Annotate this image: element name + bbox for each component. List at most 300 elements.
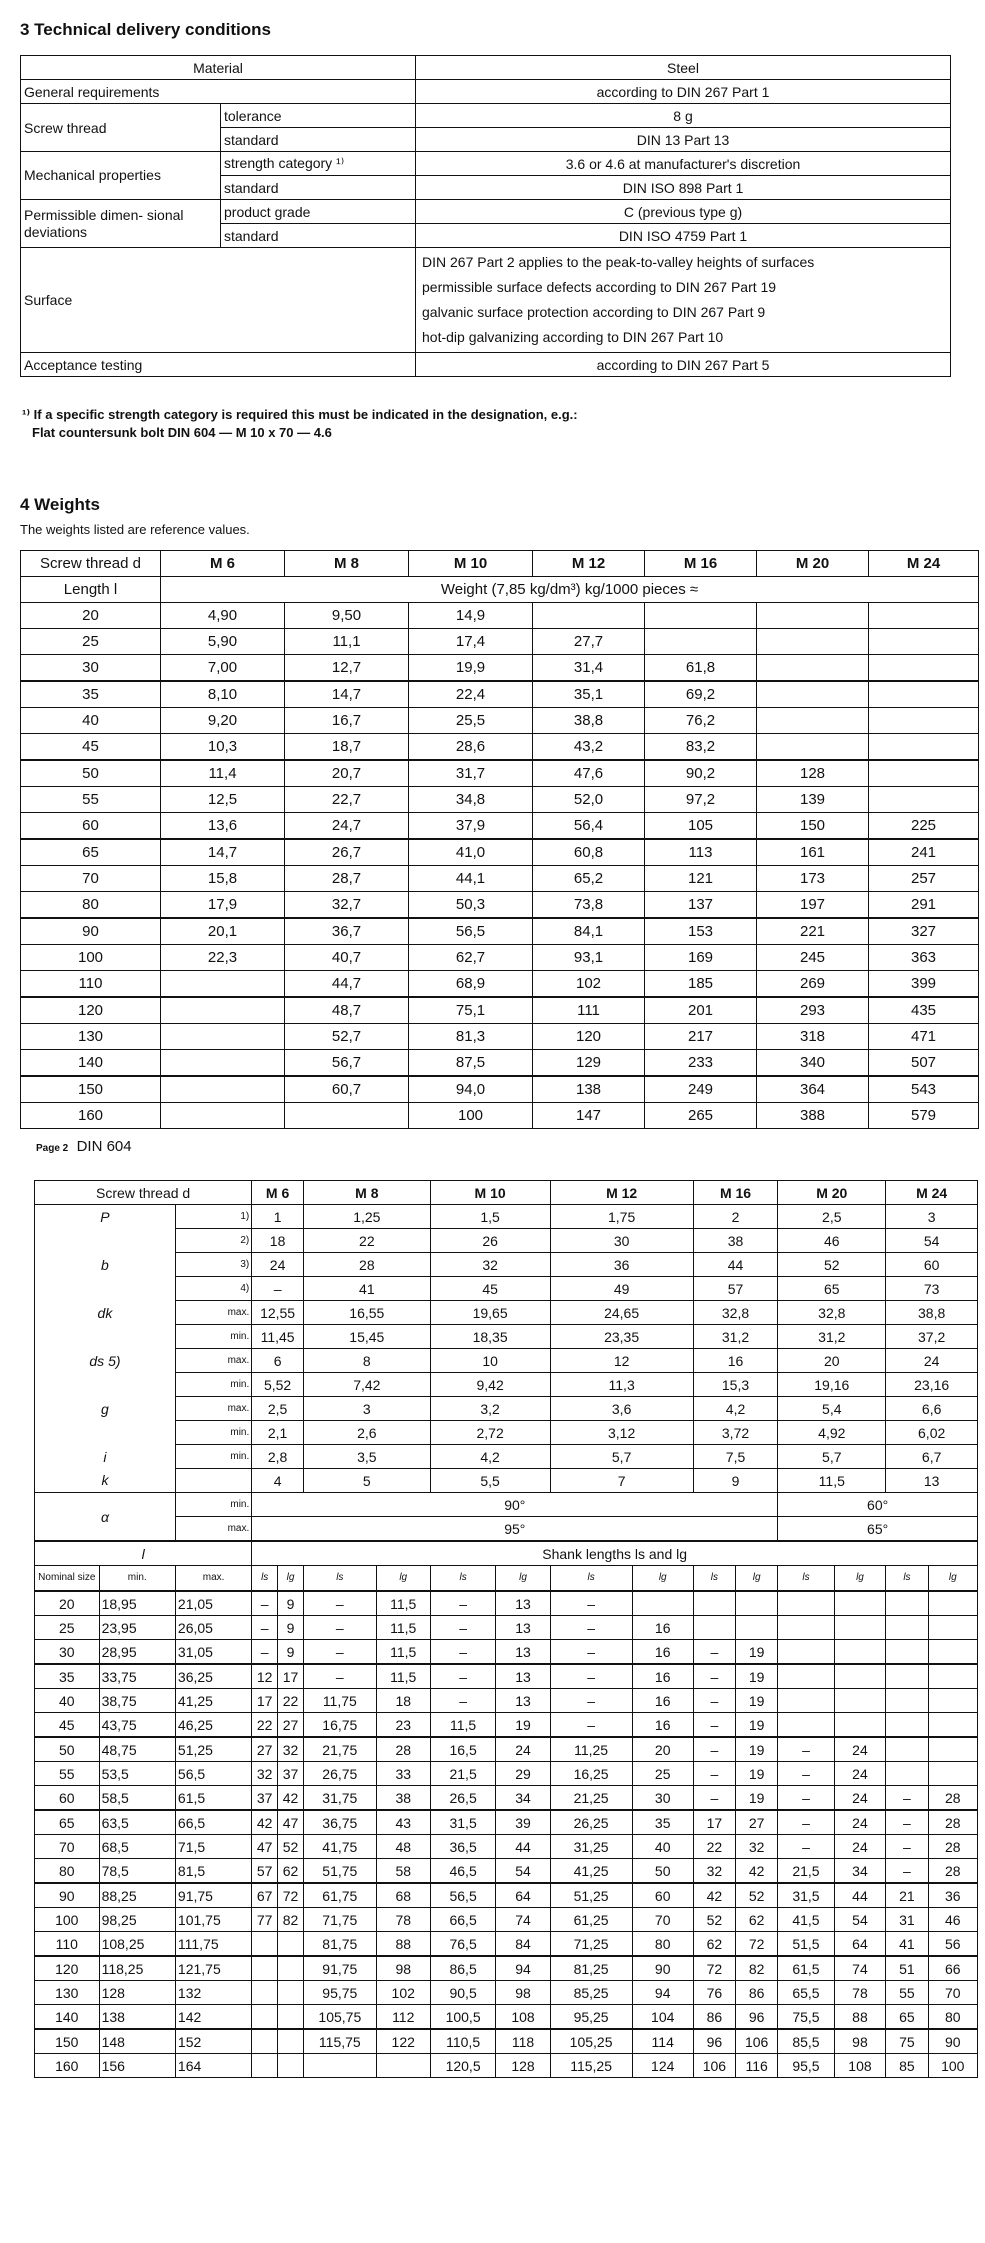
weight-cell: 9,50 — [285, 603, 409, 629]
dim-value: 11,5 — [778, 1469, 886, 1493]
weight-cell: 8,10 — [161, 681, 285, 708]
table-row — [21, 104, 951, 128]
weight-cell: 363 — [869, 945, 979, 971]
weight-cell: 14,7 — [285, 681, 409, 708]
shank-cell: 98,25 — [99, 1908, 175, 1932]
shank-cell: 22 — [278, 1689, 304, 1713]
weight-cell: 20,7 — [285, 760, 409, 787]
shank-cell: 19 — [736, 1713, 778, 1738]
shank-cell: – — [550, 1640, 632, 1665]
table-row — [21, 945, 979, 971]
weight-cell: 52,0 — [533, 787, 645, 813]
weight-cell: 69,2 — [645, 681, 757, 708]
weight-cell: 579 — [869, 1103, 979, 1129]
shank-cell: 46,5 — [430, 1859, 496, 1884]
weight-cell: 265 — [645, 1103, 757, 1129]
nominal-size-cell: 35 — [35, 1664, 100, 1689]
nominal-size-cell: 150 — [35, 2029, 100, 2054]
shank-cell: 81,5 — [175, 1859, 251, 1884]
shank-cell: 66,5 — [430, 1908, 496, 1932]
shank-cell: – — [303, 1616, 376, 1640]
shank-cell: – — [550, 1689, 632, 1713]
table-row — [21, 629, 979, 655]
shank-cell: 54 — [834, 1908, 886, 1932]
weight-cell: 84,1 — [533, 918, 645, 945]
dim-value: 6,7 — [886, 1445, 978, 1469]
dim-value: 5,5 — [430, 1469, 550, 1493]
shank-cell: 19 — [736, 1689, 778, 1713]
weight-cell: 36,7 — [285, 918, 409, 945]
weight-cell: 327 — [869, 918, 979, 945]
ls-header: ls — [693, 1566, 735, 1592]
shank-cell: 124 — [632, 2054, 693, 2078]
shank-cell: 52 — [693, 1908, 735, 1932]
qualifier-cell: min. — [175, 1325, 251, 1349]
table-row — [35, 1517, 978, 1542]
shank-cell — [693, 1616, 735, 1640]
weights-table — [20, 550, 979, 1129]
dim-value: 49 — [550, 1277, 693, 1301]
surface-line: permissible surface defects according to DIN 267 Part 19 — [422, 279, 777, 295]
length-cell: 90 — [21, 918, 161, 945]
length-cell: 20 — [21, 603, 161, 629]
nominal-size-cell: 160 — [35, 2054, 100, 2078]
table-row — [21, 839, 979, 866]
shank-cell: 24 — [834, 1737, 886, 1762]
shank-cell: 47 — [252, 1835, 278, 1859]
dim-value: 4,2 — [430, 1445, 550, 1469]
shank-cell: 24 — [834, 1835, 886, 1859]
length-cell: 40 — [21, 708, 161, 734]
shank-cell: 118,25 — [99, 1956, 175, 1981]
weight-cell: 90,2 — [645, 760, 757, 787]
nominal-size-cell: 45 — [35, 1713, 100, 1738]
shank-cell — [278, 2005, 304, 2030]
weight-cell: 138 — [533, 1076, 645, 1103]
lg-header: lg — [632, 1566, 693, 1592]
shank-cell: 16,5 — [430, 1737, 496, 1762]
weight-cell: 105 — [645, 813, 757, 840]
table-row — [35, 1493, 978, 1517]
shank-cell — [834, 1640, 886, 1665]
shank-cell: 51,25 — [175, 1737, 251, 1762]
shank-cell: – — [778, 1762, 834, 1786]
shank-cell: 111,75 — [175, 1932, 251, 1957]
dim-value: 37,2 — [886, 1325, 978, 1349]
length-cell: 65 — [21, 839, 161, 866]
shank-cell: 57 — [252, 1859, 278, 1884]
dim-value: 11,45 — [252, 1325, 304, 1349]
length-cell: 25 — [21, 629, 161, 655]
dim-value: 65 — [778, 1277, 886, 1301]
standard-label: standard — [221, 128, 416, 152]
shank-cell: 58,5 — [99, 1786, 175, 1811]
weight-cell: 293 — [757, 997, 869, 1024]
shank-cell — [252, 2029, 278, 2054]
weight-cell: 93,1 — [533, 945, 645, 971]
shank-cell: – — [252, 1616, 278, 1640]
shank-cell: 46,25 — [175, 1713, 251, 1738]
weight-cell: 68,9 — [409, 971, 533, 998]
weight-cell — [645, 629, 757, 655]
length-cell: 130 — [21, 1024, 161, 1050]
ls-header: ls — [778, 1566, 834, 1592]
dim-value: 44 — [693, 1253, 778, 1277]
length-cell: 120 — [21, 997, 161, 1024]
weight-cell: 14,7 — [161, 839, 285, 866]
max-header: max. — [175, 1566, 251, 1592]
weight-cell — [869, 655, 979, 682]
nominal-size-cell: 40 — [35, 1689, 100, 1713]
weight-cell: 12,5 — [161, 787, 285, 813]
shank-cell: 78 — [834, 1981, 886, 2005]
weight-cell — [757, 681, 869, 708]
shank-cell: 47 — [278, 1810, 304, 1835]
shank-cell: 98 — [496, 1981, 550, 2005]
symbol-cell: k — [35, 1469, 176, 1493]
weight-cell — [869, 734, 979, 761]
weight-cell: 32,7 — [285, 892, 409, 919]
dim-value: 5,4 — [778, 1397, 886, 1421]
shank-cell: 122 — [376, 2029, 430, 2054]
dim-value: 22 — [303, 1229, 430, 1253]
weight-cell: 38,8 — [533, 708, 645, 734]
shank-cell: 31 — [886, 1908, 928, 1932]
dim-value: 18 — [252, 1229, 304, 1253]
dim-value: 32 — [430, 1253, 550, 1277]
weight-cell: 9,20 — [161, 708, 285, 734]
shank-cell: 112 — [376, 2005, 430, 2030]
dim-value: 16,55 — [303, 1301, 430, 1325]
shank-cell: 115,75 — [303, 2029, 376, 2054]
shank-cell: 132 — [175, 1981, 251, 2005]
weight-cell: 97,2 — [645, 787, 757, 813]
table-row — [35, 1591, 978, 1616]
shank-cell: 32 — [252, 1762, 278, 1786]
length-cell: 60 — [21, 813, 161, 840]
weight-cell: 61,8 — [645, 655, 757, 682]
weight-cell: 4,90 — [161, 603, 285, 629]
dim-value: 5,7 — [778, 1445, 886, 1469]
table-row — [35, 1908, 978, 1932]
shank-cell: 62 — [736, 1908, 778, 1932]
shank-cell: 95,75 — [303, 1981, 376, 2005]
weight-cell: 65,2 — [533, 866, 645, 892]
table-row — [21, 1050, 979, 1077]
dim-value: 3,6 — [550, 1397, 693, 1421]
qualifier-cell: max. — [175, 1301, 251, 1325]
symbol-cell — [35, 1229, 176, 1253]
table-row — [35, 1397, 978, 1421]
shank-cell: 16 — [632, 1713, 693, 1738]
dim-value: 6,02 — [886, 1421, 978, 1445]
qualifier-cell: 1) — [175, 1205, 251, 1229]
shank-cell: 110,5 — [430, 2029, 496, 2054]
alpha-symbol: α — [35, 1493, 176, 1542]
dim-value: 2,8 — [252, 1445, 304, 1469]
shank-cell — [928, 1713, 977, 1738]
table-row — [35, 1883, 978, 1908]
table-row — [35, 1373, 978, 1397]
shank-cell: 16 — [632, 1640, 693, 1665]
shank-cell: 88 — [834, 2005, 886, 2030]
shank-cell: 36 — [928, 1883, 977, 1908]
shank-cell — [778, 1591, 834, 1616]
weight-cell — [757, 603, 869, 629]
weight-cell — [161, 971, 285, 998]
dim-value: 38,8 — [886, 1301, 978, 1325]
table-row — [35, 1713, 978, 1738]
shank-cell: 121,75 — [175, 1956, 251, 1981]
weight-cell: 147 — [533, 1103, 645, 1129]
shank-cell: 11,5 — [376, 1664, 430, 1689]
nominal-size-cell: 140 — [35, 2005, 100, 2030]
shank-cell — [928, 1591, 977, 1616]
table-row — [35, 1229, 978, 1253]
weight-cell: 11,4 — [161, 760, 285, 787]
steel-header: Steel — [416, 56, 951, 80]
shank-cell: 13 — [496, 1664, 550, 1689]
page-number: Page 2 — [36, 1143, 69, 1154]
weight-cell: 11,1 — [285, 629, 409, 655]
weight-cell — [757, 655, 869, 682]
shank-cell — [834, 1591, 886, 1616]
shank-cell: 60 — [632, 1883, 693, 1908]
ls-header: ls — [303, 1566, 376, 1592]
table-row — [35, 1301, 978, 1325]
symbol-cell: ds 5) — [35, 1349, 176, 1373]
standard-value: DIN 13 Part 13 — [416, 128, 951, 152]
table-row — [21, 734, 979, 761]
accept-label: Acceptance testing — [21, 353, 416, 377]
thread-header: Screw thread d — [21, 551, 161, 577]
shank-title: Shank lengths ls and lg — [252, 1541, 978, 1566]
weight-cell: 52,7 — [285, 1024, 409, 1050]
weight-cell: 399 — [869, 971, 979, 998]
shank-cell: 51,5 — [778, 1932, 834, 1957]
weight-cell: 62,7 — [409, 945, 533, 971]
shank-cell: 96 — [736, 2005, 778, 2030]
shank-cell — [886, 1689, 928, 1713]
shank-cell: 65,5 — [778, 1981, 834, 2005]
dim-value: 46 — [778, 1229, 886, 1253]
shank-cell: 63,5 — [99, 1810, 175, 1835]
weight-cell — [161, 1024, 285, 1050]
weights-intro: The weights listed are reference values. — [20, 522, 250, 537]
table-row — [35, 2029, 978, 2054]
shank-cell — [778, 1640, 834, 1665]
weight-cell: 22,4 — [409, 681, 533, 708]
shank-cell: 106 — [736, 2029, 778, 2054]
length-cell: 30 — [21, 655, 161, 682]
shank-cell — [252, 1956, 278, 1981]
shank-cell: 25 — [632, 1762, 693, 1786]
shank-cell: 41 — [886, 1932, 928, 1957]
general-label: General requirements — [21, 80, 416, 104]
weight-cell: 43,2 — [533, 734, 645, 761]
lg-header: lg — [496, 1566, 550, 1592]
shank-cell: 9 — [278, 1591, 304, 1616]
weight-cell: 435 — [869, 997, 979, 1024]
dimensions-table — [34, 1180, 978, 2078]
nominal-size-cell: 30 — [35, 1640, 100, 1665]
dim-value: 1 — [252, 1205, 304, 1229]
dim-value: 32,8 — [693, 1301, 778, 1325]
dim-value: 7,5 — [693, 1445, 778, 1469]
dim-value: 32,8 — [778, 1301, 886, 1325]
accept-value: according to DIN 267 Part 5 — [416, 353, 951, 377]
shank-cell: 43 — [376, 1810, 430, 1835]
dim-value: – — [252, 1277, 304, 1301]
weight-cell: 471 — [869, 1024, 979, 1050]
shank-cell: 11,75 — [303, 1689, 376, 1713]
table-row — [35, 1956, 978, 1981]
weight-cell — [645, 603, 757, 629]
length-cell: 45 — [21, 734, 161, 761]
shank-cell: – — [693, 1640, 735, 1665]
table-row — [35, 1737, 978, 1762]
shank-cell: 72 — [736, 1932, 778, 1957]
shank-cell — [778, 1616, 834, 1640]
shank-cell: 128 — [99, 1981, 175, 2005]
shank-cell: 85,25 — [550, 1981, 632, 2005]
shank-cell: 48,75 — [99, 1737, 175, 1762]
dim-value: 20 — [778, 1349, 886, 1373]
shank-cell: 75,5 — [778, 2005, 834, 2030]
length-cell: 150 — [21, 1076, 161, 1103]
material-header: Material — [21, 56, 416, 80]
shank-cell — [834, 1689, 886, 1713]
weight-cell: 12,7 — [285, 655, 409, 682]
weight-cell: 249 — [645, 1076, 757, 1103]
weight-cell: 543 — [869, 1076, 979, 1103]
shank-cell: 9 — [278, 1616, 304, 1640]
dim-value: 4 — [252, 1469, 304, 1493]
qualifier-cell — [175, 1469, 251, 1493]
table-row — [35, 1810, 978, 1835]
shank-cell: 77 — [252, 1908, 278, 1932]
shank-cell: 41,5 — [778, 1908, 834, 1932]
shank-cell — [278, 1932, 304, 1957]
weight-cell: 128 — [757, 760, 869, 787]
shank-cell — [886, 1762, 928, 1786]
shank-cell: 41,25 — [550, 1859, 632, 1884]
weight-cell: 73,8 — [533, 892, 645, 919]
strength-label: strength category ¹⁾ — [221, 152, 416, 176]
min-header: min. — [99, 1566, 175, 1592]
lg-header: lg — [278, 1566, 304, 1592]
table-row — [35, 1325, 978, 1349]
surface-line: hot-dip galvanizing according to DIN 267 Part 10 — [422, 329, 724, 345]
dim-value: 54 — [886, 1229, 978, 1253]
shank-cell: 41,25 — [175, 1689, 251, 1713]
shank-cell: 38,75 — [99, 1689, 175, 1713]
dim-value: 38 — [693, 1229, 778, 1253]
table-row — [21, 708, 979, 734]
shank-cell — [886, 1664, 928, 1689]
table-row — [35, 1859, 978, 1884]
shank-cell: 74 — [834, 1956, 886, 1981]
shank-cell: 68 — [376, 1883, 430, 1908]
dim-value: 13 — [886, 1469, 978, 1493]
weight-cell: 291 — [869, 892, 979, 919]
shank-cell: 100 — [928, 2054, 977, 2078]
shank-cell: 19 — [736, 1786, 778, 1811]
dim-value: 11,3 — [550, 1373, 693, 1397]
shank-cell: 19 — [736, 1737, 778, 1762]
shank-cell: – — [430, 1591, 496, 1616]
weight-cell: 129 — [533, 1050, 645, 1077]
shank-cell: 17 — [278, 1664, 304, 1689]
shank-cell: – — [550, 1616, 632, 1640]
shank-cell: 98 — [834, 2029, 886, 2054]
dim-value: 6,6 — [886, 1397, 978, 1421]
size-header: M 6 — [252, 1181, 304, 1205]
weight-cell: 113 — [645, 839, 757, 866]
table-row — [35, 2005, 978, 2030]
shank-cell: 64 — [834, 1932, 886, 1957]
shank-cell: 24 — [834, 1810, 886, 1835]
weight-cell — [161, 1076, 285, 1103]
shank-cell — [778, 1713, 834, 1738]
shank-cell: 19 — [736, 1640, 778, 1665]
shank-cell: 55 — [886, 1981, 928, 2005]
shank-cell — [736, 1591, 778, 1616]
shank-cell: 37 — [252, 1786, 278, 1811]
weight-cell: 217 — [645, 1024, 757, 1050]
weight-cell: 269 — [757, 971, 869, 998]
weight-cell: 50,3 — [409, 892, 533, 919]
shank-cell — [928, 1762, 977, 1786]
shank-cell: 36,75 — [303, 1810, 376, 1835]
shank-cell — [886, 1737, 928, 1762]
shank-cell: 21,75 — [303, 1737, 376, 1762]
dim-value: 2,5 — [252, 1397, 304, 1421]
table-row — [21, 997, 979, 1024]
dim-value: 5 — [303, 1469, 430, 1493]
shank-cell: 9 — [278, 1640, 304, 1665]
weight-cell — [161, 1050, 285, 1077]
shank-cell: 41,75 — [303, 1835, 376, 1859]
weight-cell: 169 — [645, 945, 757, 971]
alpha-max-a: 95° — [252, 1517, 778, 1542]
shank-cell: 11,25 — [550, 1737, 632, 1762]
dim-value: 3 — [886, 1205, 978, 1229]
table-row — [35, 1640, 978, 1665]
table-row — [21, 577, 979, 603]
table-row — [21, 603, 979, 629]
shank-cell: 13 — [496, 1591, 550, 1616]
shank-cell: 28 — [928, 1786, 977, 1811]
table-row — [21, 1024, 979, 1050]
weight-cell: 17,4 — [409, 629, 533, 655]
shank-cell — [886, 1616, 928, 1640]
shank-cell: 82 — [736, 1956, 778, 1981]
weight-cell — [869, 603, 979, 629]
qualifier-cell: 3) — [175, 1253, 251, 1277]
dim-value: 7 — [550, 1469, 693, 1493]
shank-cell: 44 — [496, 1835, 550, 1859]
dim-value: 9,42 — [430, 1373, 550, 1397]
weight-cell — [757, 708, 869, 734]
shank-cell: 52 — [736, 1883, 778, 1908]
size-header: M 6 — [161, 551, 285, 577]
size-header: M 16 — [645, 551, 757, 577]
weight-cell — [757, 734, 869, 761]
ls-header: ls — [252, 1566, 278, 1592]
shank-cell: 65 — [886, 2005, 928, 2030]
shank-cell: 28,95 — [99, 1640, 175, 1665]
